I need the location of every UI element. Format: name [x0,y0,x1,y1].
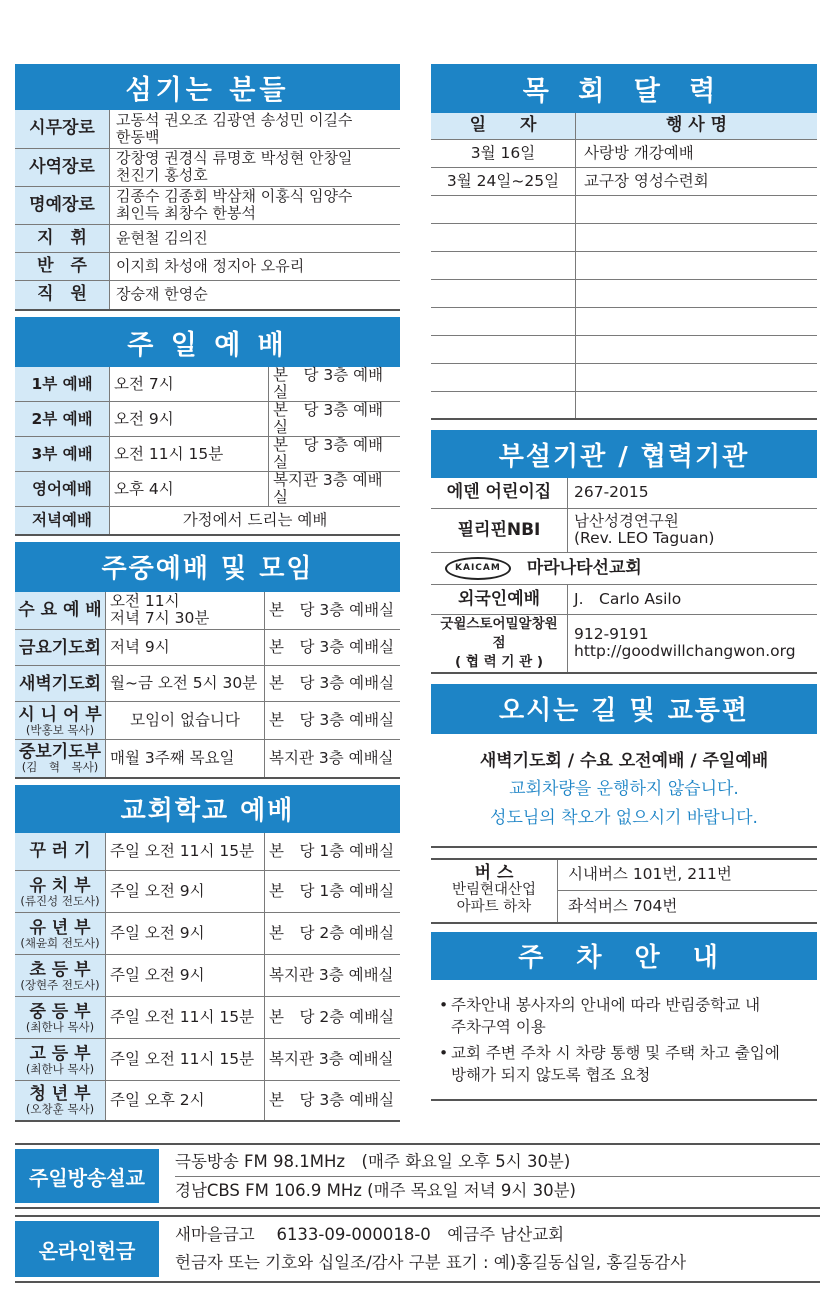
directions-header [431,684,817,734]
calendar-row [431,167,817,195]
directions-line2: 교회차량을 운행하지 않습니다. [509,778,739,799]
school-name-cell [15,997,106,1039]
online-label-text: 온라인헌금 [38,1238,136,1263]
serving-names: 김종수 김종회 박삼채 이홍식 임양수 최인득 최창수 한봉석 [110,186,401,224]
weekday-time: 매월 3주째 목요일 [106,740,265,778]
worship-place: 복지관 3층 예배실 [269,472,401,507]
calendar-row [431,307,817,335]
school-name-cell [15,1039,106,1081]
calendar-table [431,113,817,420]
weekday-name-cell [15,666,106,702]
calendar-date: 3월 16일 [431,139,576,167]
online-lines [159,1217,820,1281]
affiliates-table [431,478,817,674]
school-row [15,833,400,871]
affiliates-title: 부설기관 / 협력기관 [498,441,750,472]
calendar-date [431,363,576,391]
school-name-cell [15,833,106,871]
weekday-header [15,542,400,592]
directions-line1: 새벽기도회 / 수요 오전예배 / 주일예배 [479,750,769,771]
school-name: 고 등 부 [29,1043,91,1064]
school-header [15,785,400,833]
bus-seat: 좌석버스 704번 [568,896,678,915]
weekday-place: 본 당 3층 예배실 [265,666,401,702]
parking-list [431,980,817,1101]
affiliate-value: 912-9191 http://goodwillchangwon.org [568,614,818,673]
calendar-row [431,363,817,391]
sunday-worship-title: 주 일 예 배 [127,329,288,361]
serving-row [15,224,400,252]
calendar-row [431,335,817,363]
serving-table [15,110,400,311]
calendar-col-event: 행 사 명 [576,113,818,139]
weekday-leader: (김 혁 목사) [21,760,99,775]
weekday-place: 본 당 3층 예배실 [265,592,401,630]
affiliate-value: J. Carlo Asilo [568,584,818,614]
serving-header [15,64,400,110]
serving-label: 지 휘 [15,224,110,252]
worship-time: 오후 4시 [110,472,269,507]
school-leader: (류진성 전도사) [20,893,100,908]
online-line2: 헌금자 또는 기호와 십일조/감사 구분 표기 : 예)홍길동십일, 홍길동감사 [175,1253,687,1272]
weekday-row [15,740,400,778]
weekday-name-cell [15,630,106,666]
weekday-place: 복지관 3층 예배실 [265,740,401,778]
school-place: 본 당 3층 예배실 [265,1081,401,1121]
school-name-cell [15,955,106,997]
calendar-event [576,223,818,251]
weekday-name: 중보기도부 [18,742,102,763]
bus-label: 버 스 [474,863,514,883]
school-place: 본 당 2층 예배실 [265,997,401,1039]
school-row [15,955,400,997]
online-label [15,1221,159,1277]
calendar-col-header [431,113,817,139]
kaicam-cell [431,552,817,584]
sunday-worship-table [15,367,400,536]
school-name: 꾸 러 기 [29,841,91,862]
bus-city: 시내버스 101번, 211번 [558,859,818,891]
calendar-date [431,223,576,251]
weekday-time: 모임이 없습니다 [106,702,265,740]
school-name-cell [15,913,106,955]
worship-time: 오전 9시 [110,402,269,437]
school-row [15,1039,400,1081]
serving-names: 고동석 권오조 김광연 송성민 이길수 한동백 [110,110,401,148]
affiliate-name: 굿윌스토어밀알창원점 ( 협 력 기 관 ) [431,614,568,673]
weekday-title: 주중예배 및 모임 [101,554,314,584]
parking-header [431,932,817,980]
broadcast-label [15,1149,159,1203]
online-line1: 새마을금고 6133-09-000018-0 예금주 남산교회 [175,1225,565,1244]
weekday-name: 시 니 어 부 [18,704,102,725]
school-leader: (장현주 전도사) [20,977,100,992]
evening-desc: 가정에서 드리는 예배 [110,507,401,535]
affiliate-value: 267-2015 [568,478,818,508]
broadcast-line2: 경남CBS FM 106.9 MHz (매주 목요일 저녁 9시 30분) [175,1180,576,1200]
parking-title: 주 차 안 내 [518,943,730,973]
worship-name: 1부 예배 [15,367,110,402]
calendar-date [431,251,576,279]
school-leader: (최한나 목사) [25,1061,95,1076]
calendar-event [576,335,818,363]
school-title: 교회학교 예배 [120,796,295,826]
school-time: 주일 오후 2시 [106,1081,265,1121]
calendar-header [431,64,817,113]
school-row [15,1081,400,1121]
calendar-title: 목 회 달 력 [522,76,726,107]
school-place: 본 당 2층 예배실 [265,913,401,955]
weekday-name-cell [15,592,106,630]
school-time: 주일 오전 11시 15분 [106,833,265,871]
school-row [15,997,400,1039]
sunday-worship-row [15,367,400,402]
calendar-row [431,251,817,279]
worship-name: 영어예배 [15,472,110,507]
directions-title: 오시는 길 및 교통편 [498,696,750,726]
affiliate-name: 외국인예배 [431,584,568,614]
affiliates-header [431,430,817,478]
weekday-time: 오전 11시 저녁 7시 30분 [106,592,265,630]
parking-item-text: 교회 주변 주차 시 차량 통행 및 주택 차고 출입에 방해가 되지 않도록 협조 요청 [451,1043,780,1084]
calendar-date: 3월 24일~25일 [431,167,576,195]
serving-row [15,148,400,186]
school-place: 본 당 1층 예배실 [265,833,401,871]
affiliate-name: 에덴 어린이집 [431,478,568,508]
affiliate-value: 남산성경연구원 (Rev. LEO Taguan) [568,508,818,552]
weekday-name-cell [15,702,106,740]
calendar-col-date: 일 자 [431,113,576,139]
serving-row [15,186,400,224]
sunday-worship-row [15,472,400,507]
bus-label-cell [431,859,558,923]
parking-item-text: 주차안내 봉사자의 안내에 따라 반림중학교 내 주차구역 이용 [451,995,761,1036]
affiliate-name: 필리핀NBI [431,508,568,552]
school-leader: (최한나 목사) [25,1019,95,1034]
school-place: 복지관 3층 예배실 [265,1039,401,1081]
directions-notice [431,734,817,848]
broadcast-line1: 극동방송 FM 98.1MHz (매주 화요일 오후 5시 30분) [175,1148,820,1177]
calendar-date [431,195,576,223]
weekday-row [15,666,400,702]
school-name-cell [15,1081,106,1121]
weekday-row [15,702,400,740]
affiliate-row [431,614,817,673]
school-time: 주일 오전 11시 15분 [106,997,265,1039]
calendar-event [576,195,818,223]
calendar-event: 교구장 영성수련회 [576,167,818,195]
school-name: 초 등 부 [29,959,91,980]
sunday-worship-row [15,402,400,437]
calendar-event: 사랑방 개강예배 [576,139,818,167]
school-leader: (오창훈 목사) [25,1102,95,1117]
weekday-row [15,592,400,630]
bullet-icon: • [439,1043,449,1062]
serving-names: 윤현철 김의진 [110,224,401,252]
calendar-row [431,391,817,419]
serving-label: 시무장로 [15,110,110,148]
online-bar [15,1215,820,1283]
calendar-date [431,279,576,307]
affiliate-row [431,508,817,552]
calendar-date [431,391,576,419]
worship-place: 본 당 3층 예배실 [269,402,401,437]
school-name: 청 년 부 [29,1084,91,1105]
school-name: 유 치 부 [29,875,91,896]
broadcast-bar [15,1143,820,1209]
school-time: 주일 오전 9시 [106,955,265,997]
bullet-icon: • [439,995,449,1014]
serving-title: 섬기는 분들 [125,74,290,106]
kaicam-row [431,552,817,584]
worship-name: 2부 예배 [15,402,110,437]
school-table [15,833,400,1122]
weekday-row [15,630,400,666]
weekday-place: 본 당 3층 예배실 [265,630,401,666]
kaicam-logo: KAICAM [445,557,511,580]
worship-place: 본 당 3층 예배실 [269,367,401,402]
school-row [15,871,400,913]
parking-item [439,1042,817,1086]
affiliate-row [431,478,817,508]
weekday-time: 월~금 오전 5시 30분 [106,666,265,702]
calendar-row [431,195,817,223]
directions-line3: 성도님의 착오가 없으시기 바랍니다. [490,807,758,828]
calendar-row [431,139,817,167]
weekday-name: 수 요 예 배 [18,600,102,621]
serving-label: 사역장로 [15,148,110,186]
evening-name: 저녁예배 [15,507,110,535]
school-time: 주일 오전 9시 [106,871,265,913]
calendar-event [576,307,818,335]
weekday-table [15,592,400,779]
serving-label: 반 주 [15,252,110,280]
sunday-worship-row [15,437,400,472]
weekday-time: 저녁 9시 [106,630,265,666]
serving-names: 강창영 권경식 류명호 박성현 안창일 천진기 홍성호 [110,148,401,186]
weekday-place: 본 당 3층 예배실 [265,702,401,740]
weekday-name: 새벽기도회 [18,673,102,694]
weekday-name: 금요기도회 [18,637,102,658]
serving-row [15,280,400,310]
school-name-cell [15,871,106,913]
left-column [15,64,400,1122]
worship-name: 3부 예배 [15,437,110,472]
bus-stop: 반림현대산업 아파트 하차 [451,882,537,915]
school-row [15,913,400,955]
calendar-date [431,307,576,335]
kaicam-name: 마라나타선교회 [526,557,642,578]
school-name: 중 등 부 [29,1001,91,1022]
calendar-event [576,363,818,391]
affiliate-row [431,584,817,614]
worship-place: 본 당 3층 예배실 [269,437,401,472]
calendar-event [576,279,818,307]
weekday-name-cell [15,740,106,778]
sunday-worship-header [15,317,400,367]
bus-table [431,858,817,924]
worship-time: 오전 7시 [110,367,269,402]
serving-names: 장숭재 한영순 [110,280,401,310]
broadcast-lines [159,1145,820,1207]
serving-names: 이지희 차성애 정지아 오유리 [110,252,401,280]
school-time: 주일 오전 11시 15분 [106,1039,265,1081]
calendar-row [431,279,817,307]
calendar-event [576,251,818,279]
serving-label: 직 원 [15,280,110,310]
school-name: 유 년 부 [29,917,91,938]
broadcast-label-text: 주일방송설교 [29,1165,145,1190]
parking-item [439,994,817,1038]
right-column [431,64,817,1101]
weekday-leader: (박홍보 목사) [25,722,95,737]
school-place: 본 당 1층 예배실 [265,871,401,913]
calendar-event [576,391,818,419]
school-time: 주일 오전 9시 [106,913,265,955]
calendar-date [431,335,576,363]
school-place: 복지관 3층 예배실 [265,955,401,997]
serving-row [15,110,400,148]
sunday-evening-row [15,507,400,535]
calendar-row [431,223,817,251]
serving-label: 명예장로 [15,186,110,224]
serving-row [15,252,400,280]
worship-time: 오전 11시 15분 [110,437,269,472]
school-leader: (채윤희 전도사) [20,935,100,950]
